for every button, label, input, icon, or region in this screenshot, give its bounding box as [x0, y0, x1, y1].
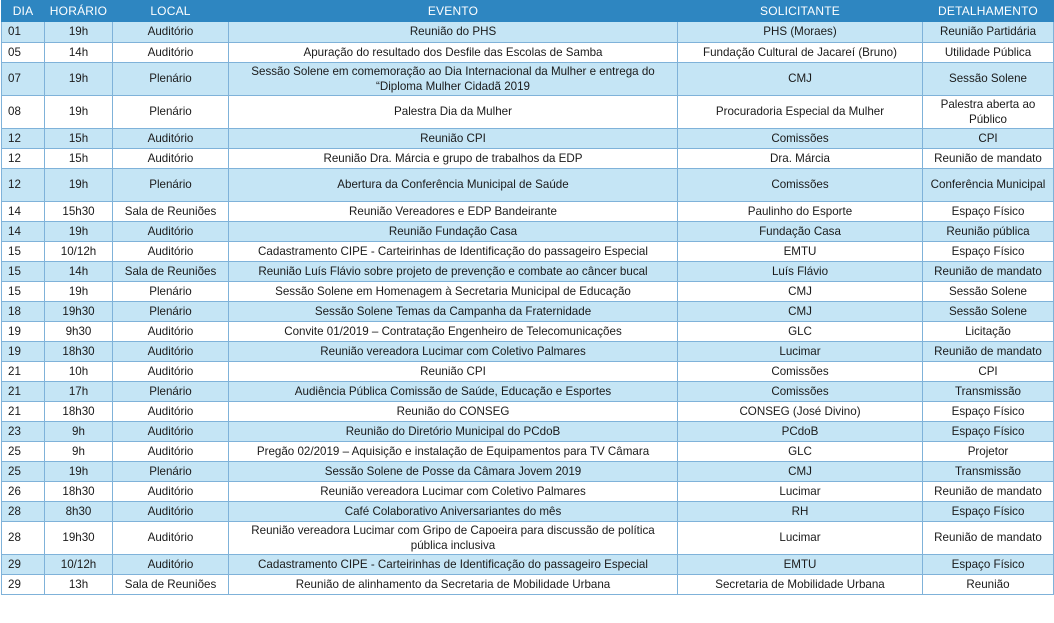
cell-dia: 29 — [2, 554, 45, 574]
table-row — [2, 168, 1054, 201]
cell-horario: 18h30 — [45, 401, 113, 421]
cell-evento: Café Colaborativo Aniversariantes do mês — [229, 501, 678, 521]
cell-dia: 12 — [2, 128, 45, 148]
cell-evento: Abertura da Conferência Municipal de Saúde — [229, 168, 678, 201]
cell-local: Auditório — [113, 22, 229, 42]
cell-evento: Reunião Vereadores e EDP Bandeirante — [229, 201, 678, 221]
cell-solicitante: GLC — [678, 321, 923, 341]
header-detalhamento: DETALHAMENTO — [923, 0, 1054, 22]
table-row — [2, 481, 1054, 501]
cell-evento: Pregão 02/2019 – Aquisição e instalação de Equipamentos para TV Câmara — [229, 441, 678, 461]
cell-horario: 9h30 — [45, 321, 113, 341]
header-evento: EVENTO — [229, 0, 678, 22]
cell-dia: 23 — [2, 421, 45, 441]
header-local: LOCAL — [113, 0, 229, 22]
cell-dia: 15 — [2, 241, 45, 261]
cell-dia: 18 — [2, 301, 45, 321]
cell-horario: 15h — [45, 148, 113, 168]
cell-solicitante: Procuradoria Especial da Mulher — [678, 95, 923, 128]
cell-evento: Reunião vereadora Lucimar com Gripo de Capoeira para discussão de política pública inclusiva — [229, 521, 678, 554]
cell-horario: 19h — [45, 221, 113, 241]
cell-local: Auditório — [113, 321, 229, 341]
cell-solicitante: Lucimar — [678, 341, 923, 361]
cell-detalhamento: Sessão Solene — [923, 301, 1054, 321]
cell-detalhamento: Reunião de mandato — [923, 341, 1054, 361]
cell-evento: Convite 01/2019 – Contratação Engenheiro de Telecomunicações — [229, 321, 678, 341]
header-row — [2, 0, 1054, 22]
cell-dia: 01 — [2, 22, 45, 42]
cell-dia: 19 — [2, 321, 45, 341]
header-horario: HORÁRIO — [45, 0, 113, 22]
header-dia: DIA — [2, 0, 45, 22]
cell-local: Auditório — [113, 128, 229, 148]
cell-dia: 21 — [2, 361, 45, 381]
cell-horario: 19h — [45, 95, 113, 128]
cell-solicitante: Fundação Cultural de Jacareí (Bruno) — [678, 42, 923, 62]
cell-local: Auditório — [113, 554, 229, 574]
cell-local: Plenário — [113, 461, 229, 481]
cell-solicitante: CMJ — [678, 62, 923, 95]
cell-horario: 13h — [45, 574, 113, 594]
cell-local: Auditório — [113, 501, 229, 521]
cell-solicitante: Comissões — [678, 128, 923, 148]
table-row — [2, 148, 1054, 168]
table-row — [2, 95, 1054, 128]
cell-evento: Reunião vereadora Lucimar com Coletivo Palmares — [229, 341, 678, 361]
cell-evento: Reunião vereadora Lucimar com Coletivo Palmares — [229, 481, 678, 501]
cell-solicitante: Comissões — [678, 361, 923, 381]
cell-local: Plenário — [113, 168, 229, 201]
cell-evento: Reunião Dra. Márcia e grupo de trabalhos da EDP — [229, 148, 678, 168]
cell-local: Auditório — [113, 361, 229, 381]
cell-dia: 08 — [2, 95, 45, 128]
cell-solicitante: Comissões — [678, 381, 923, 401]
cell-solicitante: Fundação Casa — [678, 221, 923, 241]
table-row — [2, 361, 1054, 381]
cell-dia: 14 — [2, 221, 45, 241]
cell-evento: Reunião do CONSEG — [229, 401, 678, 421]
cell-evento: Reunião CPI — [229, 128, 678, 148]
cell-evento: Sessão Solene em Homenagem à Secretaria Municipal de Educação — [229, 281, 678, 301]
cell-local: Plenário — [113, 95, 229, 128]
cell-horario: 19h — [45, 461, 113, 481]
cell-detalhamento: Espaço Físico — [923, 421, 1054, 441]
cell-local: Auditório — [113, 521, 229, 554]
cell-local: Sala de Reuniões — [113, 201, 229, 221]
cell-horario: 18h30 — [45, 341, 113, 361]
cell-solicitante: Comissões — [678, 168, 923, 201]
cell-detalhamento: Reunião de mandato — [923, 261, 1054, 281]
table-row — [2, 341, 1054, 361]
cell-evento: Reunião Luís Flávio sobre projeto de prevenção e combate ao câncer bucal — [229, 261, 678, 281]
cell-horario: 8h30 — [45, 501, 113, 521]
cell-local: Plenário — [113, 301, 229, 321]
cell-dia: 25 — [2, 461, 45, 481]
cell-local: Auditório — [113, 341, 229, 361]
cell-local: Plenário — [113, 62, 229, 95]
cell-evento: Reunião do Diretório Municipal do PCdoB — [229, 421, 678, 441]
cell-solicitante: Paulinho do Esporte — [678, 201, 923, 221]
cell-horario: 19h — [45, 22, 113, 42]
cell-solicitante: CMJ — [678, 281, 923, 301]
cell-detalhamento: Transmissão — [923, 381, 1054, 401]
cell-detalhamento: Licitação — [923, 321, 1054, 341]
cell-detalhamento: Espaço Físico — [923, 554, 1054, 574]
cell-evento: Apuração do resultado dos Desfile das Escolas de Samba — [229, 42, 678, 62]
cell-detalhamento: Espaço Físico — [923, 401, 1054, 421]
cell-evento: Sessão Solene Temas da Campanha da Fraternidade — [229, 301, 678, 321]
cell-evento: Sessão Solene de Posse da Câmara Jovem 2019 — [229, 461, 678, 481]
cell-detalhamento: Reunião de mandato — [923, 148, 1054, 168]
cell-solicitante: Dra. Márcia — [678, 148, 923, 168]
cell-horario: 9h — [45, 421, 113, 441]
table-row — [2, 261, 1054, 281]
cell-dia: 07 — [2, 62, 45, 95]
cell-horario: 14h — [45, 261, 113, 281]
cell-dia: 12 — [2, 148, 45, 168]
cell-local: Auditório — [113, 481, 229, 501]
cell-local: Auditório — [113, 441, 229, 461]
cell-solicitante: CMJ — [678, 301, 923, 321]
cell-local: Sala de Reuniões — [113, 574, 229, 594]
cell-local: Auditório — [113, 241, 229, 261]
cell-solicitante: PHS (Moraes) — [678, 22, 923, 42]
cell-horario: 15h — [45, 128, 113, 148]
cell-detalhamento: Espaço Físico — [923, 241, 1054, 261]
cell-dia: 21 — [2, 401, 45, 421]
cell-detalhamento: Espaço Físico — [923, 201, 1054, 221]
cell-local: Auditório — [113, 401, 229, 421]
cell-detalhamento: Sessão Solene — [923, 62, 1054, 95]
table-row — [2, 281, 1054, 301]
cell-local: Auditório — [113, 42, 229, 62]
table-row — [2, 301, 1054, 321]
cell-horario: 17h — [45, 381, 113, 401]
cell-horario: 19h — [45, 168, 113, 201]
cell-dia: 29 — [2, 574, 45, 594]
cell-dia: 12 — [2, 168, 45, 201]
cell-dia: 15 — [2, 261, 45, 281]
cell-horario: 19h — [45, 62, 113, 95]
cell-solicitante: CONSEG (José Divino) — [678, 401, 923, 421]
table-row — [2, 401, 1054, 421]
cell-evento: Reunião de alinhamento da Secretaria de Mobilidade Urbana — [229, 574, 678, 594]
cell-horario: 15h30 — [45, 201, 113, 221]
cell-evento: Cadastramento CIPE - Carteirinhas de Identificação do passageiro Especial — [229, 554, 678, 574]
cell-solicitante: GLC — [678, 441, 923, 461]
cell-dia: 19 — [2, 341, 45, 361]
table-row — [2, 62, 1054, 95]
cell-dia: 21 — [2, 381, 45, 401]
cell-solicitante: PCdoB — [678, 421, 923, 441]
cell-dia: 28 — [2, 501, 45, 521]
cell-dia: 26 — [2, 481, 45, 501]
cell-detalhamento: Sessão Solene — [923, 281, 1054, 301]
cell-detalhamento: Palestra aberta ao Público — [923, 95, 1054, 128]
cell-solicitante: EMTU — [678, 554, 923, 574]
cell-local: Auditório — [113, 421, 229, 441]
table-row — [2, 321, 1054, 341]
cell-horario: 19h30 — [45, 301, 113, 321]
cell-detalhamento: Reunião pública — [923, 221, 1054, 241]
cell-horario: 18h30 — [45, 481, 113, 501]
cell-horario: 10h — [45, 361, 113, 381]
cell-detalhamento: Conferência Municipal — [923, 168, 1054, 201]
cell-evento: Sessão Solene em comemoração ao Dia Internacional da Mulher e entrega do “Diploma Mulher Cidadã 2019 — [229, 62, 678, 95]
cell-solicitante: EMTU — [678, 241, 923, 261]
cell-horario: 10/12h — [45, 554, 113, 574]
cell-detalhamento: Projetor — [923, 441, 1054, 461]
cell-evento: Audiência Pública Comissão de Saúde, Educação e Esportes — [229, 381, 678, 401]
cell-local: Plenário — [113, 281, 229, 301]
cell-dia: 25 — [2, 441, 45, 461]
table-row — [2, 554, 1054, 574]
table-row — [2, 221, 1054, 241]
cell-local: Sala de Reuniões — [113, 261, 229, 281]
table-row — [2, 461, 1054, 481]
cell-solicitante: Secretaria de Mobilidade Urbana — [678, 574, 923, 594]
header-solicitante: SOLICITANTE — [678, 0, 923, 22]
cell-evento: Palestra Dia da Mulher — [229, 95, 678, 128]
table-row — [2, 574, 1054, 594]
cell-horario: 19h — [45, 281, 113, 301]
table-row — [2, 128, 1054, 148]
cell-detalhamento: CPI — [923, 361, 1054, 381]
table-row — [2, 421, 1054, 441]
cell-evento: Reunião do PHS — [229, 22, 678, 42]
cell-dia: 05 — [2, 42, 45, 62]
cell-detalhamento: Reunião de mandato — [923, 521, 1054, 554]
cell-solicitante: Lucimar — [678, 521, 923, 554]
cell-horario: 14h — [45, 42, 113, 62]
table-row — [2, 22, 1054, 42]
table-row — [2, 501, 1054, 521]
cell-solicitante: Luís Flávio — [678, 261, 923, 281]
cell-detalhamento: Reunião de mandato — [923, 481, 1054, 501]
cell-local: Auditório — [113, 221, 229, 241]
table-row — [2, 241, 1054, 261]
cell-dia: 14 — [2, 201, 45, 221]
cell-detalhamento: Reunião — [923, 574, 1054, 594]
cell-detalhamento: CPI — [923, 128, 1054, 148]
cell-dia: 28 — [2, 521, 45, 554]
cell-solicitante: CMJ — [678, 461, 923, 481]
events-schedule-table — [1, 0, 1054, 595]
cell-local: Plenário — [113, 381, 229, 401]
cell-detalhamento: Espaço Físico — [923, 501, 1054, 521]
cell-horario: 19h30 — [45, 521, 113, 554]
cell-horario: 10/12h — [45, 241, 113, 261]
table-row — [2, 441, 1054, 461]
cell-evento: Cadastramento CIPE - Carteirinhas de Identificação do passageiro Especial — [229, 241, 678, 261]
table-row — [2, 521, 1054, 554]
table-row — [2, 42, 1054, 62]
cell-evento: Reunião Fundação Casa — [229, 221, 678, 241]
cell-evento: Reunião CPI — [229, 361, 678, 381]
cell-local: Auditório — [113, 148, 229, 168]
cell-solicitante: Lucimar — [678, 481, 923, 501]
cell-dia: 15 — [2, 281, 45, 301]
cell-detalhamento: Transmissão — [923, 461, 1054, 481]
cell-horario: 9h — [45, 441, 113, 461]
cell-detalhamento: Reunião Partidária — [923, 22, 1054, 42]
table-row — [2, 381, 1054, 401]
cell-detalhamento: Utilidade Pública — [923, 42, 1054, 62]
cell-solicitante: RH — [678, 501, 923, 521]
table-body — [2, 22, 1054, 594]
table-row — [2, 201, 1054, 221]
